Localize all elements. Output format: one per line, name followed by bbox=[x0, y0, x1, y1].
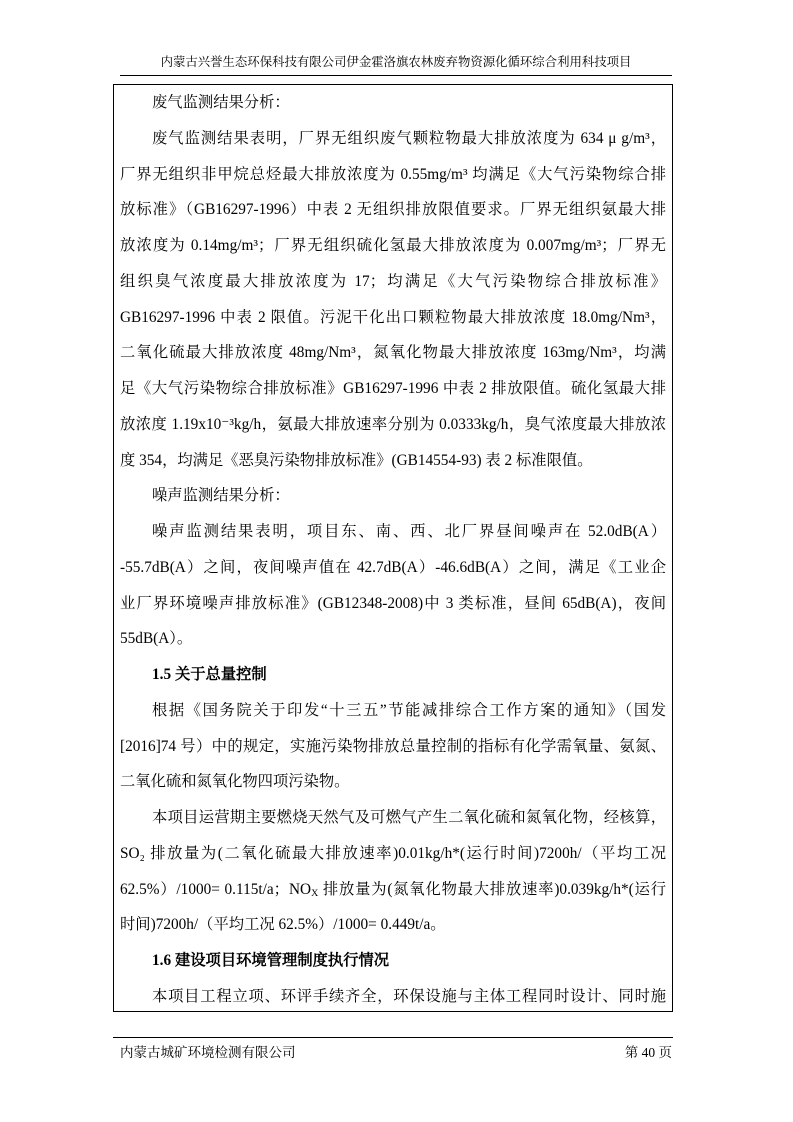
footer-company: 内蒙古城矿环境检测有限公司 bbox=[120, 1045, 296, 1060]
exhaust-para-line: 二氧化硫最大排放浓度 48mg/Nm³，氮氧化物最大排放浓度 163mg/Nm³，均满 bbox=[120, 344, 666, 362]
noise-para-line: 噪声监测结果表明，项目东、南、西、北厂界昼间噪声在 52.0dB(A） bbox=[152, 523, 666, 540]
noise-para-line: 55dB(A）。 bbox=[120, 630, 193, 648]
exhaust-para-line: 厂界无组织非甲烷总烃最大排放浓度为 0.55mg/m³ 均满足《大气污染物综合排 bbox=[120, 165, 666, 183]
exhaust-heading: 废气监测结果分析： bbox=[152, 94, 290, 111]
section-1-6-para-line: 本项目工程立项、环评手续齐全，环保设施与主体工程同时设计、同时施 bbox=[152, 987, 666, 1005]
running-header: 内蒙古兴誉生态环保科技有限公司伊金霍洛旗农林废弃物资源化循环综合利用科技项目 bbox=[160, 55, 632, 69]
noise-heading: 噪声监测结果分析： bbox=[152, 487, 290, 505]
exhaust-para-line: 度 354，均满足《恶臭污染物排放标准》(GB14554-93) 表 2 标准限值。 bbox=[120, 451, 593, 469]
section-1-5-para-line: [2016]74 号）中的规定，实施污染物排放总量控制的指标有化学需氧量、氨氮、 bbox=[120, 737, 666, 755]
section-1-5-para-line bbox=[120, 872, 666, 908]
noise-para-line: -55.7dB(A）之间，夜间噪声值在 42.7dB(A）-46.6dB(A）之间，满足《工业企 bbox=[120, 558, 666, 576]
section-1-5-para-line: 二氧化硫和氮氧化物四项污染物。 bbox=[120, 773, 350, 791]
noise-para-line: 业厂界环境噪声排放标准》(GB12348-2008)中 3 类标准，昼间 65dB(A)，夜间 bbox=[120, 594, 666, 612]
footer-rule bbox=[113, 1037, 673, 1038]
page-number: 第 40 页 bbox=[624, 1045, 672, 1060]
section-1-5-para-line: 时间)7200h/（平均工况 62.5%）/1000= 0.449t/a。 bbox=[120, 916, 446, 934]
section-1-5-para-line: 本项目运营期主要燃烧天然气及可燃气产生二氧化硫和氮氧化物，经核算， bbox=[152, 809, 666, 826]
header-rule bbox=[120, 75, 672, 76]
emission-formula-text: 排放量为(氮氧化物最大排放速率)0.039kg/h*(运行 bbox=[318, 880, 666, 898]
content-frame bbox=[113, 84, 673, 1012]
nox-subscript: X bbox=[311, 887, 319, 899]
exhaust-para-line: 足《大气污染物综合排放标准》GB16297-1996 中表 2 排放限值。硫化氢最大排 bbox=[120, 380, 666, 397]
section-1-5-title: 1.5 关于总量控制 bbox=[152, 666, 267, 683]
exhaust-para-line: 放浓度 1.19x10⁻³kg/h，氨最大排放速率分别为 0.0333kg/h，臭气浓度最大排放浓 bbox=[120, 415, 666, 433]
emission-formula-text: 62.5%）/1000= 0.115t/a；NO bbox=[120, 880, 312, 898]
section-1-5-para-line: SO₂ 排放量为(二氧化硫最大排放速率)0.01kg/h*(运行时间)7200h/（平均工况 bbox=[120, 844, 666, 862]
section-1-5-para-line: 根据《国务院关于印发“十三五”节能减排综合工作方案的通知》（国发 bbox=[152, 701, 666, 719]
exhaust-para-line: 放标准》（GB16297-1996）中表 2 无组织排放限值要求。厂界无组织氨最大排 bbox=[120, 201, 666, 219]
exhaust-para-line: 组织臭气浓度最大排放浓度为 17；均满足《大气污染物综合排放标准》 bbox=[120, 272, 666, 290]
section-1-6-title: 1.6 建设项目环境管理制度执行情况 bbox=[152, 952, 390, 969]
exhaust-para-line: GB16297-1996 中表 2 限值。污泥干化出口颗粒物最大排放浓度 18.0mg/Nm³， bbox=[120, 308, 666, 326]
exhaust-para-line: 废气监测结果表明，厂界无组织废气颗粒物最大排放浓度为 634 μ g/m³， bbox=[152, 129, 666, 147]
exhaust-para-line: 放浓度为 0.14mg/m³；厂界无组织硫化氢最大排放浓度为 0.007mg/m³；厂界无 bbox=[120, 237, 666, 254]
